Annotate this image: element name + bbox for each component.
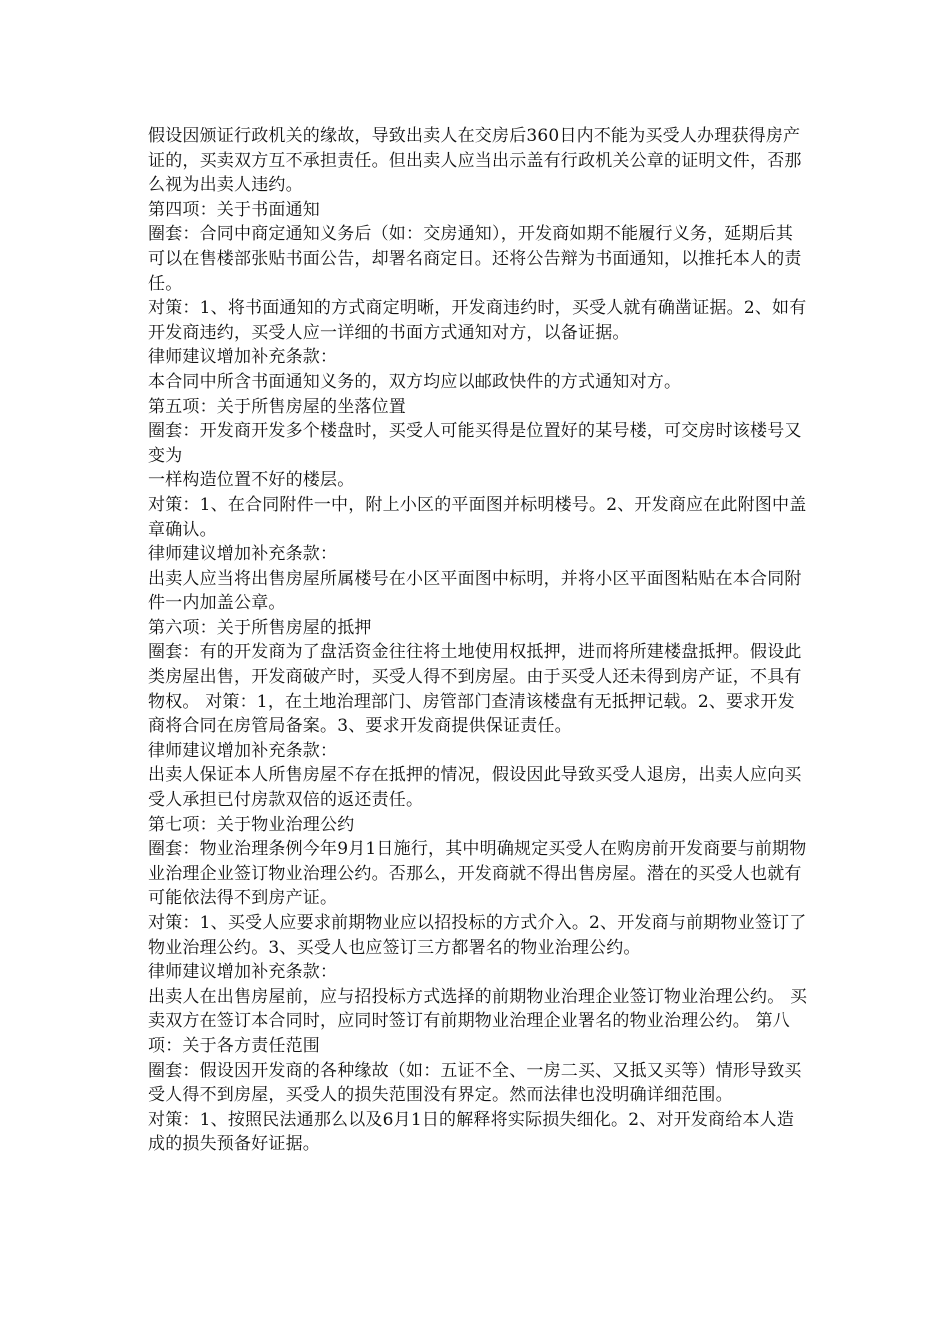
paragraph-lawyer-advice-4: 律师建议增加补充条款： bbox=[148, 347, 338, 368]
paragraph-countermeasure-4: 对策：1、将书面通知的方式商定明晰，开发商违约时，买受人就有确凿证据。2、如有开发商违约，买受人应一详细的书面方式通知对方，以备证据。 bbox=[148, 298, 807, 343]
section-heading-5: 第五项：关于所售房屋的坐落位置 bbox=[148, 396, 406, 417]
paragraph-clause-5: 出卖人应当将出售房屋所属楼号在小区平面图中标明，并将小区平面图粘贴在本合同附件一内加盖公章。 bbox=[148, 568, 802, 614]
paragraph-trap-4: 圈套：合同中商定通知义务后（如：交房通知），开发商如期不能履行义务，延期后其可以在售楼部张贴书面公告，却署名商定日。还将公告辩为书面通知，以推托本人的责任。 bbox=[148, 224, 802, 294]
paragraph-issuance-delay: 假设因颁证行政机关的缘故，导致出卖人在交房后360日内不能为买受人办理获得房产证的，买卖双方互不承担责任。但出卖人应当出示盖有行政机关公章的证明文件，否那么视为出卖人违约。 bbox=[148, 126, 802, 196]
paragraph-clause-6: 出卖人保证本人所售房屋不存在抵押的情况，假设因此导致买受人退房，出卖人应向买受人承担已付房款双倍的返还责任。 bbox=[148, 765, 802, 811]
paragraph-lawyer-advice-5: 律师建议增加补充条款： bbox=[148, 544, 338, 565]
section-heading-6: 第六项：关于所售房屋的抵押 bbox=[148, 617, 372, 638]
document-body bbox=[148, 124, 808, 1157]
paragraph-trap-5-continued: 一样构造位置不好的楼层。 bbox=[148, 470, 355, 491]
paragraph-lawyer-advice-6: 律师建议增加补充条款： bbox=[148, 740, 338, 761]
paragraph-trap-6: 圈套：有的开发商为了盘活资金往往将土地使用权抵押，进而将所建楼盘抵押。假设此类房屋出售，开发商破产时，买受人得不到房屋。由于买受人还未得到房产证，不具有物权。 对策：1，在土地治理部门、房管部门查清该楼盘有无抵押记载。2、要求开发商将合同在房管局备案。3、要求开发商提供保证责任。 bbox=[148, 642, 802, 737]
section-heading-4: 第四项：关于书面通知 bbox=[148, 199, 320, 220]
paragraph-countermeasure-5: 对策：1、在合同附件一中，附上小区的平面图并标明楼号。2、开发商应在此附图中盖章确认。 bbox=[148, 494, 807, 540]
paragraph-trap-8: 圈套：假设因开发商的各种缘故（如：五证不全、一房二买、又抵又买等）情形导致买受人得不到房屋，买受人的损失范围没有界定。然而法律也没明确详细范围。 bbox=[148, 1060, 802, 1106]
paragraph-lawyer-advice-7: 律师建议增加补充条款： bbox=[148, 962, 338, 983]
paragraph-clause-7: 出卖人在出售房屋前，应与招投标方式选择的前期物业治理企业签订物业治理公约。 买卖双方在签订本合同时，应同时签订有前期物业治理企业署名的物业治理公约。 第八项：关于各方责任范围 bbox=[148, 986, 808, 1056]
paragraph-clause-4: 本合同中所含书面通知义务的，双方均应以邮政快件的方式通知对方。 bbox=[148, 371, 682, 392]
paragraph-trap-7: 圈套：物业治理条例今年9月1日施行，其中明确规定买受人在购房前开发商要与前期物业治理企业签订物业治理公约。否那么，开发商就不得出售房屋。潜在的买受人也就有可能依法得不到房产证。 bbox=[148, 839, 807, 909]
paragraph-trap-5: 圈套：开发商开发多个楼盘时，买受人可能买得是位置好的某号楼，可交房时该楼号又变为 bbox=[148, 421, 802, 466]
section-heading-7: 第七项：关于物业治理公约 bbox=[148, 814, 355, 835]
paragraph-countermeasure-7: 对策：1、买受人应要求前期物业应以招投标的方式介入。2、开发商与前期物业签订了物业治理公约。3、买受人也应签订三方都署名的物业治理公约。 bbox=[148, 913, 807, 958]
paragraph-countermeasure-8: 对策：1、按照民法通那么以及6月1日的解释将实际损失细化。2、对开发商给本人造成的损失预备好证据。 bbox=[148, 1109, 795, 1155]
